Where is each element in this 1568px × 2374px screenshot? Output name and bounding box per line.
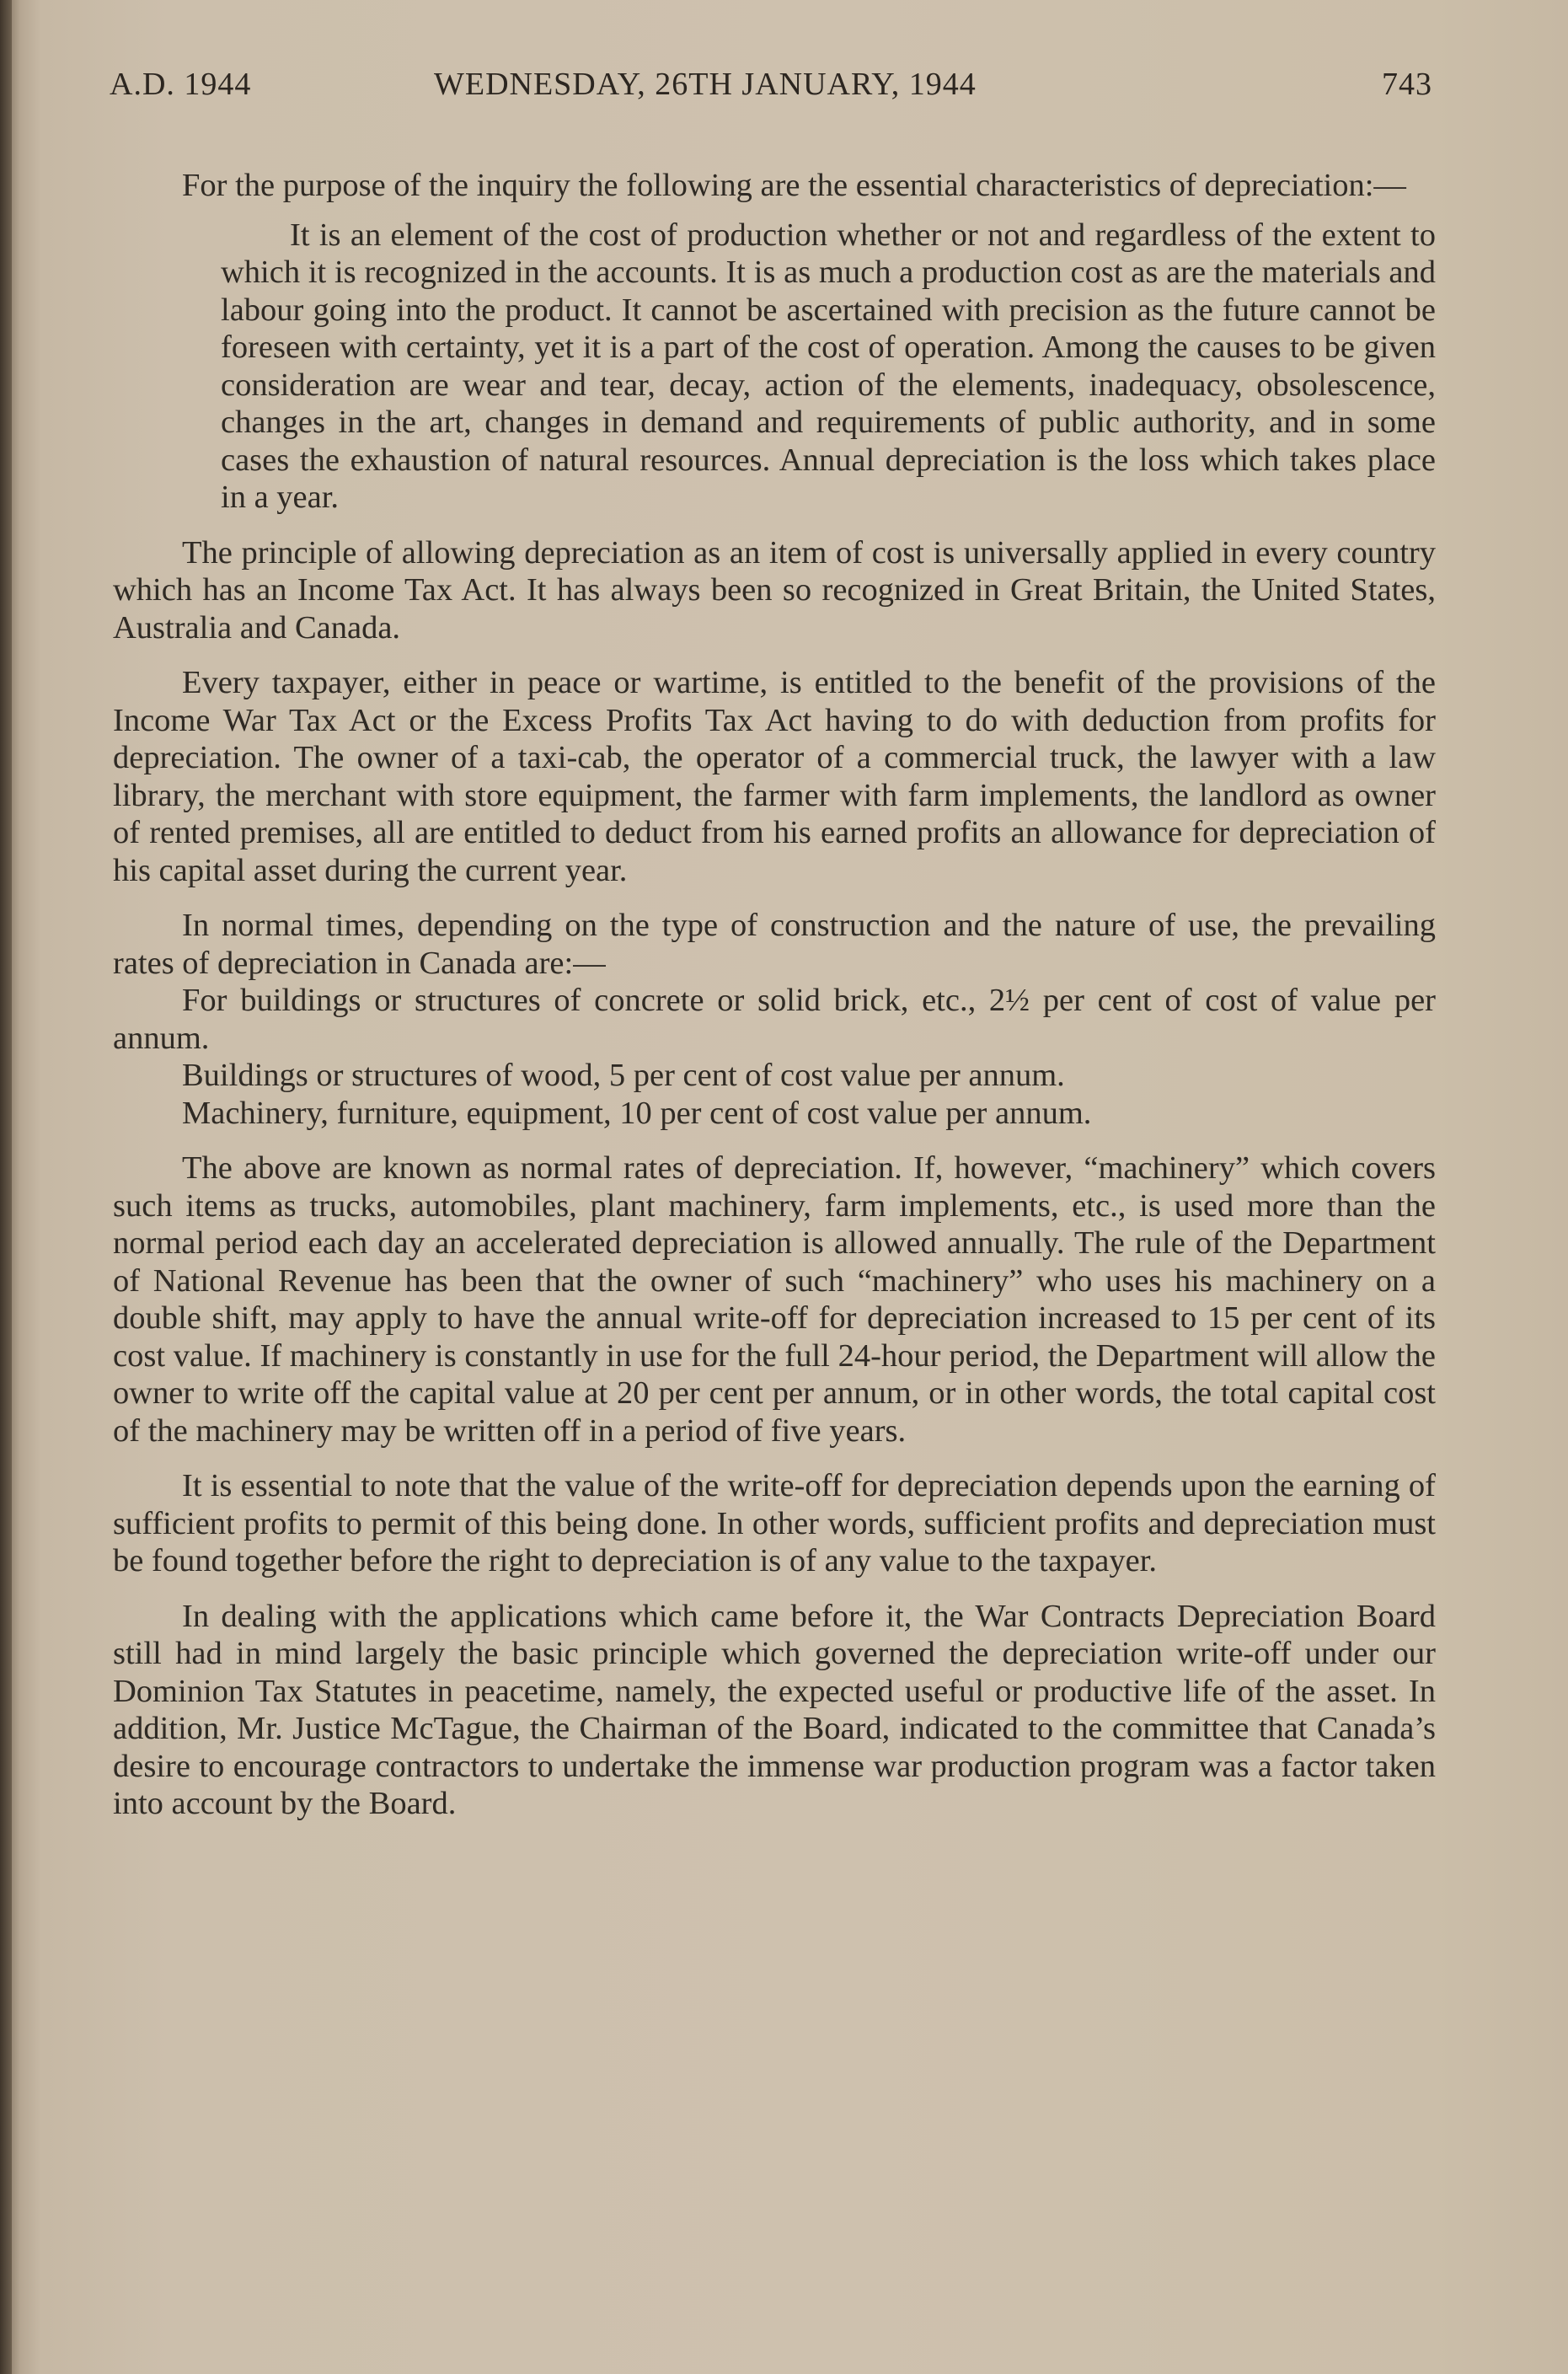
running-head (110, 66, 1432, 113)
rate-machinery: Machinery, furniture, equipment, 10 per cent of cost value per annum. (182, 1095, 1092, 1131)
taxpayer-paragraph: Every taxpayer, either in peace or wartime, is entitled to the benefit of the provisions of the Income War Tax Act or the Excess Profits Tax Act having to do with deduction from profits for depreciation. The owner of a taxi-cab, the operator of a commercial truck, the lawyer with a law library, the merchant with store equipment, the farmer with farm implements, the landlord as owner of rented premises, all are entitled to deduct from his earned profits an allowance for depreciation of his capital asset during the current year. (113, 665, 1436, 888)
body-text (113, 167, 1436, 1823)
page-number: 743 (1382, 67, 1432, 102)
book-spine-shadow (0, 0, 12, 2374)
intro-paragraph: For the purpose of the inquiry the following are the essential characteristics of depreciation:— (182, 168, 1406, 203)
rate-buildings-wood: Buildings or structures of wood, 5 per cent of cost value per annum. (182, 1058, 1065, 1093)
quoted-definition: It is an element of the cost of production whether or not and regardless of the extent to which it is recognized in the accounts. It is as much a production cost as are the materials and labour going into the product. It cannot be ascertained with precision as the future cannot be foreseen with certainty, yet it is a part of the cost of operation. Among the causes to be given consideration are wear and tear, decay, action of the elements, inadequacy, obsolescence, changes in the art, changes in demand and requirements of public authority, and in some cases the exhaustion of natural resources. Annual depreciation is the loss which takes place in a year. (221, 217, 1436, 515)
board-dealing-paragraph: In dealing with the applications which came before it, the War Contracts Depreciation Board still had in mind largely the basic principle which governed the depreciation write-off under our Dominion Tax Statutes in peacetime, namely, the expected useful or productive life of the asset. In addition, Mr. Justice McTague, the Chairman of the Board, indicated to the committee that Canada’s desire to encourage contractors to undertake the immense war production program was a factor taken into account by the Board. (113, 1598, 1436, 1821)
essential-note-paragraph: It is essential to note that the value of the write-off for depreciation depends upon the earning of sufficient profits to permit of this being done. In other words, sufficient profits and depreciation must be found together before the right to depreciation is of any value to the taxpayer. (113, 1468, 1436, 1578)
rate-buildings-concrete: For buildings or structures of concrete or solid brick, etc., 2½ per cent of cost of value per annum. (113, 983, 1436, 1056)
normal-times-paragraph: In normal times, depending on the type of construction and the nature of use, the prevailing rates of depreciation in Canada are:— (113, 908, 1436, 981)
above-rates-paragraph: The above are known as normal rates of depreciation. If, however, “machinery” which covers such items as trucks, automobiles, plant machinery, farm implements, etc., is used more than the normal period each day an accelerated depreciation is allowed annually. The rule of the Department of National Revenue has been that the owner of such “machinery” who uses his machinery on a double shift, may apply to have the annual write-off for depreciation increased to 15 per cent of its cost value. If machinery is constantly in use for the full 24-hour period, the Department will allow the owner to write off the capital value at 20 per cent per annum, or in other words, the total capital cost of the machinery may be written off in a period of five years. (113, 1150, 1436, 1449)
header-year: A.D. 1944 (110, 67, 252, 102)
header-date: WEDNESDAY, 26TH JANUARY, 1944 (434, 67, 977, 102)
principle-paragraph: The principle of allowing depreciation as an item of cost is universally applied in every country which has an Income Tax Act. It has always been so recognized in Great Britain, the United States, Australia and Canada. (113, 534, 1436, 646)
